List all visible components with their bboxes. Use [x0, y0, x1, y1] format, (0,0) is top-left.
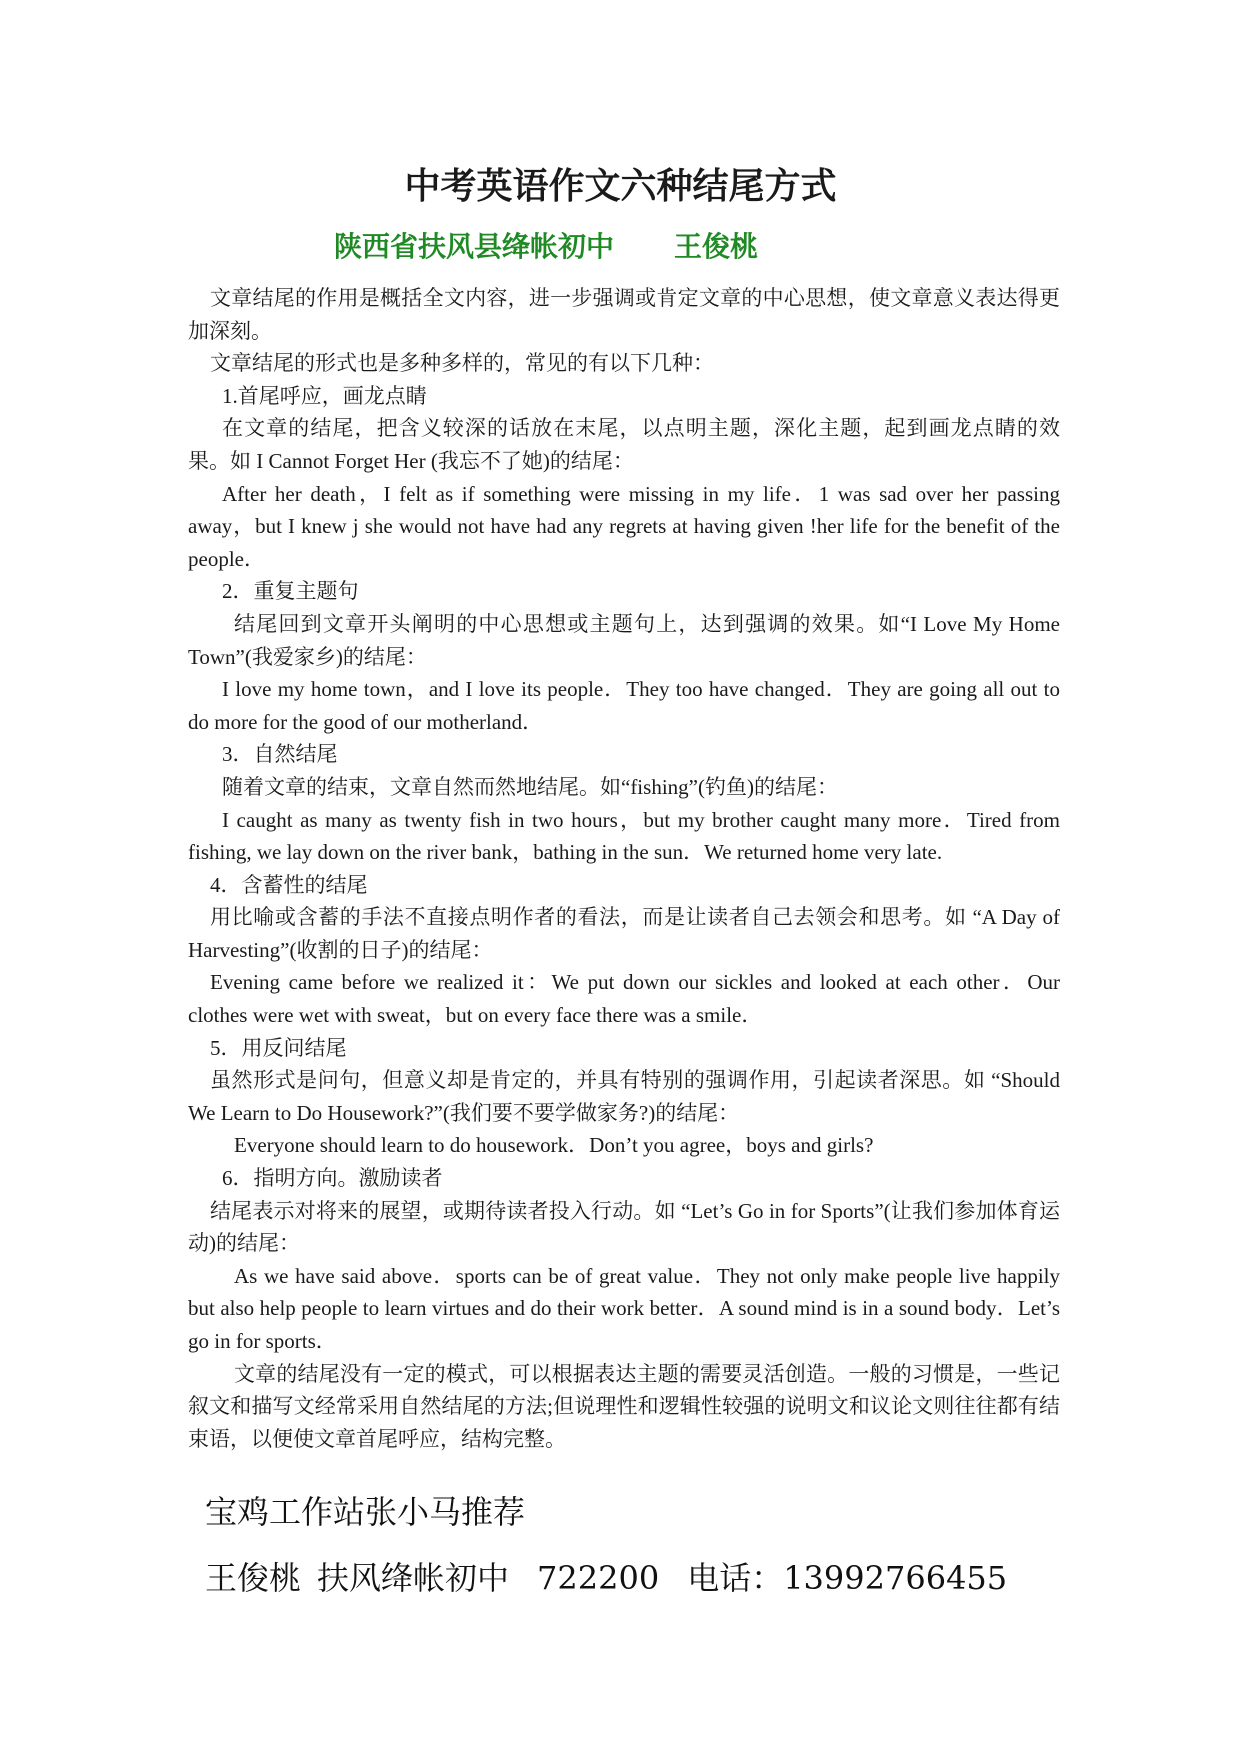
author-name: 王俊桃 [674, 230, 759, 263]
example-1: After her death，I felt as if something were missing in my life．1 was sad over her passing away，but I knew j she would not have had any regrets at having given !her life for the benefit of the people． [188, 481, 1060, 571]
section-heading-1: 1.首尾呼应，画龙点睛 [222, 383, 427, 408]
paragraph-conclusion: 文章的结尾没有一定的模式，可以根据表达主题的需要灵活创造。一般的习惯是，一些记叙文和描写文经常采用自然结尾的方法;但说理性和逻辑性较强的说明文和议论文则往往都有结束语，以便使文章首尾呼应，结构完整。 [188, 1361, 1060, 1451]
author-line [334, 225, 758, 269]
contact-phone: 电话：13992766455 [687, 1559, 1008, 1597]
section-heading-4: 4．含蓄性的结尾 [210, 872, 368, 897]
example-5: Everyone should learn to do housework．Don’t you agree，boys and girls? [234, 1133, 874, 1158]
section-explanation-3: 随着文章的结束，文章自然而然地结尾。如“fishing”(钓鱼)的结尾： [222, 774, 838, 799]
example-4: Evening came before we realized it：We put down our sickles and looked at each other．Our clothes were wet with sweat，but on every face there was a smile． [188, 970, 1060, 1028]
paragraph-intro: 文章结尾的作用是概括全文内容，进一步强调或肯定文章的中心思想，使文章意义表达得更加深刻。 [188, 286, 1060, 343]
section-heading-3: 3．自然结尾 [222, 742, 338, 767]
contact-author: 王俊桃 [205, 1559, 302, 1597]
example-6: As we have said above．sports can be of great value．They not only make people live happily but also help people to learn virtues and do their work better．A sound mind is in a sound body．Let’s go in for sports． [188, 1263, 1060, 1353]
contact-line [205, 1556, 1007, 1600]
example-2: I love my home town，and I love its people．They too have changed．They are going all out to do more for the good of our motherland． [188, 677, 1060, 734]
contact-postcode: 722200 [537, 1559, 660, 1597]
paragraph-forms: 文章结尾的形式也是多种多样的，常见的有以下几种： [210, 351, 714, 376]
section-explanation-5: 虽然形式是问句，但意义却是肯定的，并具有特别的强调作用，引起读者深思。如 “Should We Learn to Do Housework?”(我们要不要学做家务?)的结尾： [188, 1068, 1060, 1125]
contact-school: 扶风绛帐初中 [317, 1559, 510, 1597]
section-explanation-1: 在文章的结尾，把含义较深的话放在末尾，以点明主题，深化主题，起到画龙点睛的效果。如 I Cannot Forget Her (我忘不了她)的结尾： [188, 416, 1060, 473]
section-heading-6: 6．指明方向。激励读者 [222, 1166, 443, 1191]
section-heading-2: 2．重复主题句 [222, 579, 359, 604]
author-school: 陕西省扶风县绛帐初中 [334, 230, 615, 263]
document-body [188, 282, 1060, 1455]
section-explanation-6: 结尾表示对将来的展望，或期待读者投入行动。如 “Let’s Go in for Sports”(让我们参加体育运动)的结尾： [188, 1198, 1060, 1256]
document-title: 中考英语作文六种结尾方式 [404, 165, 837, 207]
recommendation-line: 宝鸡工作站张小马推荐 [205, 1493, 526, 1531]
example-3: I caught as many as twenty fish in two hours，but my brother caught many more．Tired from fishing, we lay down on the river bank，bathing in the sun．We returned home very late. [188, 807, 1060, 865]
section-explanation-2: 结尾回到文章开头阐明的中心思想或主题句上，达到强调的效果。如“I Love My Home Town”(我爱家乡)的结尾： [188, 611, 1060, 669]
section-explanation-4: 用比喻或含蓄的手法不直接点明作者的看法，而是让读者自己去领会和思考。如 “A Day of Harvesting”(收割的日子)的结尾： [188, 905, 1060, 962]
section-heading-5: 5．用反问结尾 [210, 1035, 347, 1060]
